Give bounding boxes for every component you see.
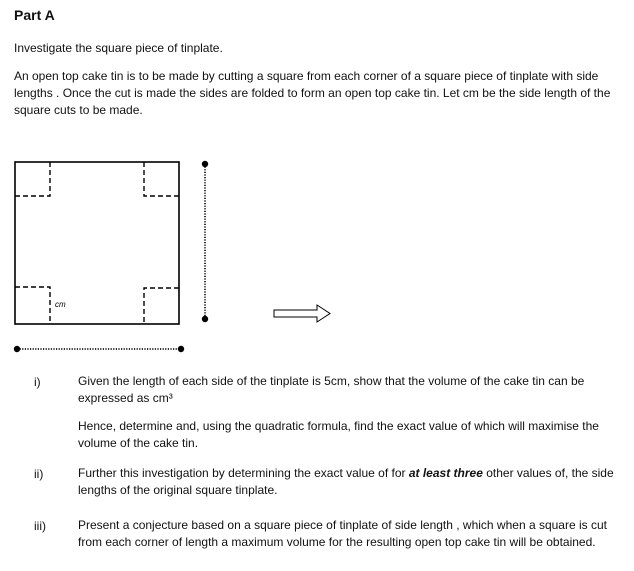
cut-length-label: cm bbox=[55, 300, 66, 309]
question-number: i) bbox=[34, 375, 41, 389]
corner-cut-top-left bbox=[15, 162, 50, 196]
question-text: Further this investigation by determining the exact value of for at least three other values of, the side lengths of the original square tinplate. bbox=[78, 466, 614, 497]
question-text: Given the length of each side of the tinplate is 5cm, show that the volume of the cake tin can be expressed as cm³ bbox=[78, 374, 585, 405]
tinplate-square bbox=[15, 162, 179, 324]
tinplate-diagram bbox=[0, 150, 360, 365]
question-text: Present a conjecture based on a square piece of tinplate of side length , which when a square is cut from each corner of length a maximum volume for the resulting open top cake tin will be obtained. bbox=[78, 518, 607, 549]
problem-description: An open top cake tin is to be made by cutting a square from each corner of a square piece of tinplate with side lengths . Once the cut is made the sides are folded to form an open top cake tin. Let cm be the side length of the square cuts to be made. bbox=[14, 69, 611, 117]
question-text-followup: Hence, determine and, using the quadratic formula, find the exact value of which will maximise the volume of the cake tin. bbox=[78, 419, 599, 450]
corner-cut-top-right bbox=[144, 162, 179, 196]
transform-arrow bbox=[274, 305, 330, 322]
emphasis-text: at least three bbox=[408, 466, 483, 480]
question-number: iii) bbox=[34, 519, 46, 533]
part-heading: Part A bbox=[14, 7, 55, 23]
intro-line: Investigate the square piece of tinplate. bbox=[14, 41, 223, 55]
corner-cut-bottom-right bbox=[144, 288, 179, 324]
corner-cut-bottom-left bbox=[15, 287, 50, 324]
question-number: ii) bbox=[34, 467, 44, 481]
